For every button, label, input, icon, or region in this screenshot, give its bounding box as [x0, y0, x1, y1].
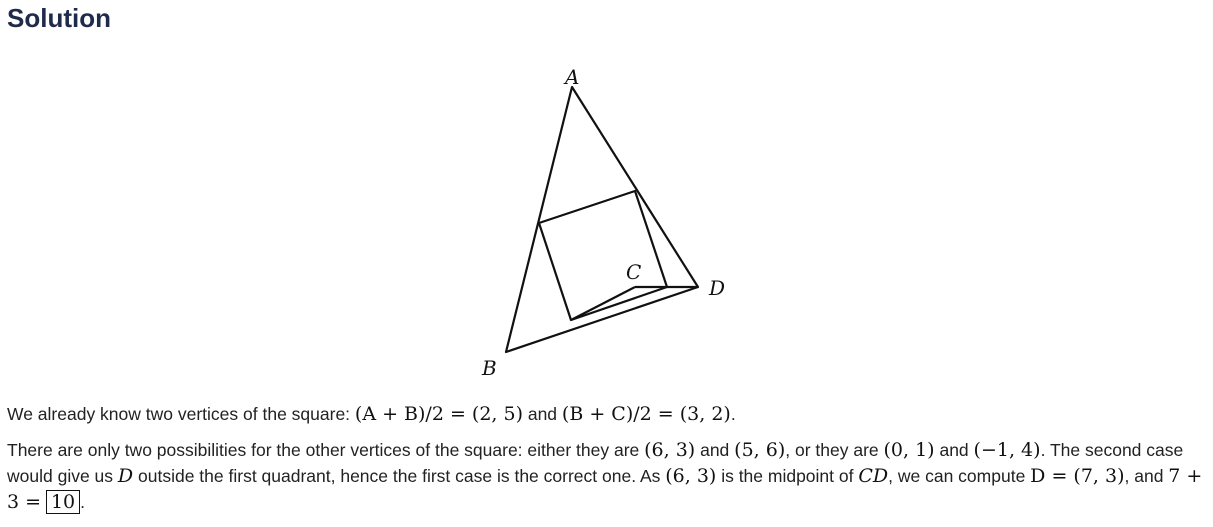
triangle-abd — [506, 87, 698, 352]
math-expression: D — [117, 465, 134, 487]
text-run: We already know two vertices of the square: — [7, 404, 355, 424]
math-expression: CD — [858, 465, 889, 487]
vertex-label-d: D — [709, 276, 726, 300]
section-heading: Solution — [7, 3, 111, 33]
vertex-label-c: C — [626, 260, 642, 284]
text-run: outside the first quadrant, hence the first case is the correct one. As — [133, 466, 666, 486]
text-run: . — [80, 492, 85, 512]
triangle-square-diagram — [480, 58, 740, 388]
math-expression: (6, 3) — [644, 439, 696, 461]
math-expression: (B + C)/2 = (3, 2) — [561, 403, 731, 425]
text-run: , and — [1124, 466, 1169, 486]
text-run: is the midpoint of — [716, 466, 859, 486]
math-expression: (6, 3) — [665, 465, 717, 487]
math-expression: (−1, 4) — [973, 439, 1041, 461]
text-run: . — [730, 404, 736, 424]
text-run: There are only two possibilities for the other vertices of the square: either they are — [7, 440, 645, 460]
geometry-figure — [480, 58, 740, 388]
text-run: and — [522, 404, 562, 424]
text-run: , we can compute — [888, 466, 1031, 486]
segment-b-c — [571, 287, 635, 320]
boxed-answer: 10 — [46, 490, 80, 514]
math-expression: D = (7, 3) — [1030, 465, 1125, 487]
square — [539, 191, 667, 320]
math-expression: (A + B)/2 = (2, 5) — [354, 403, 523, 425]
text-run: , or they are — [785, 440, 884, 460]
vertex-label-a: A — [565, 65, 580, 89]
math-expression: (5, 6) — [734, 439, 786, 461]
math-expression: (0, 1) — [883, 439, 935, 461]
text-run: . The second case would give us — [7, 440, 1184, 486]
text-run: and — [695, 440, 735, 460]
vertex-label-b: B — [482, 356, 497, 380]
text-run: and — [934, 440, 974, 460]
paragraph-solution — [7, 437, 1207, 515]
paragraph-known-vertices — [7, 401, 1207, 427]
math-expression: 7 + 3 = — [7, 465, 1203, 513]
